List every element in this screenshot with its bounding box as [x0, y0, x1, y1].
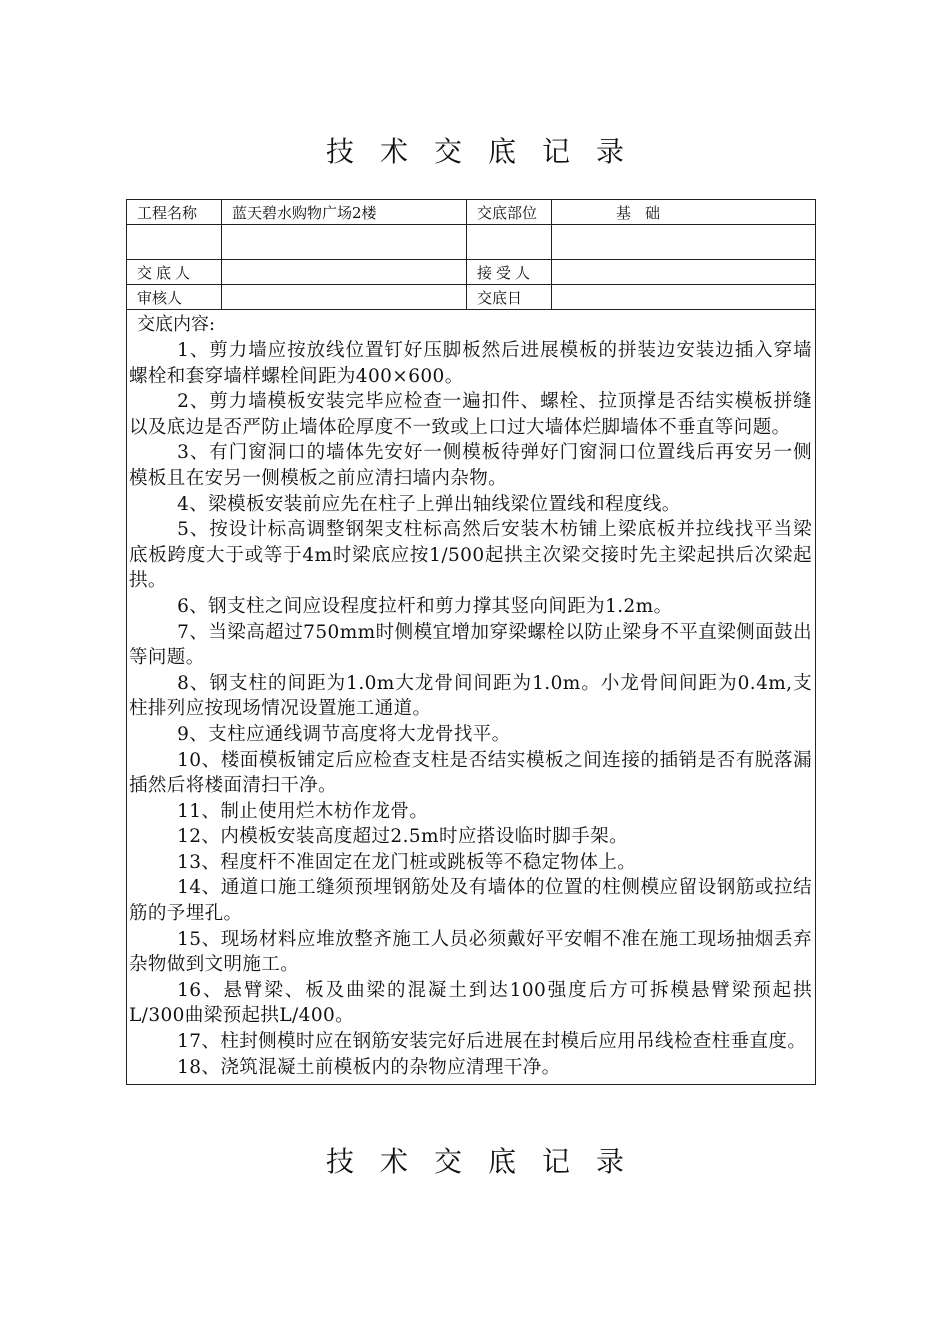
- list-item: 18、浇筑混凝土前模板内的杂物应清理干净。: [177, 1056, 561, 1078]
- receiver-value: [552, 260, 816, 285]
- list-item: 13、程度杆不准固定在龙门桩或跳板等不稳定物体上。: [177, 851, 637, 873]
- list-item: 3、有门窗洞口的墙体先安好一侧模板待弹好门窗洞口位置线后再安另一侧模板且在安另一侧模板之前应清扫墙内杂物。: [129, 442, 812, 489]
- list-item: 12、内模板安装高度超过2.5m时应搭设临时脚手架。: [177, 826, 628, 848]
- receiver-label: 接受人: [467, 260, 552, 285]
- table-row: [127, 260, 816, 285]
- list-item: 1、剪力墙应按放线位置钉好压脚板然后进展模板的拼装边安装边插入穿墙螺栓和套穿墙样螺栓间距为400×600。: [129, 340, 812, 387]
- list-item: 7、当梁高超过750mm时侧模宜增加穿梁螺栓以防止梁身不平直梁侧面鼓出等问题。: [129, 621, 812, 669]
- content-list: [127, 338, 815, 1080]
- content-label: 交底内容:: [137, 314, 216, 335]
- date-value: [552, 285, 816, 310]
- list-item: 15、现场材料应堆放整齐施工人员必须戴好平安帽不准在施工现场抽烟丢弃杂物做到文明施工。: [129, 928, 812, 976]
- reviewer-label: 审核人: [127, 285, 222, 310]
- presenter-value: [222, 260, 467, 285]
- list-item: 2、剪力墙模板安装完毕应检查一遍扣件、螺栓、拉顶撑是否结实模板拼缝以及底边是否严防止墙体砼厚度不一致或上口过大墙体烂脚墙体不垂直等问题。: [129, 391, 812, 438]
- project-name-label: 工程名称: [127, 200, 222, 225]
- list-item: 9、支柱应通线调节高度将大龙骨找平。: [177, 723, 511, 745]
- blank-cell: [127, 225, 222, 260]
- list-item: 17、柱封侧模时应在钢筋安装完好后进展在封模后应用吊线检查柱垂直度。: [177, 1031, 807, 1053]
- list-item: 6、钢支柱之间应设程度拉杆和剪力撑其竖向间距为1.2m。: [177, 595, 673, 617]
- project-name-value: 蓝天碧水购物广场2楼: [222, 200, 467, 225]
- table-row: [127, 200, 816, 225]
- table-row: [127, 225, 816, 260]
- page-title: 技术交底记录: [325, 135, 650, 168]
- list-item: 11、制止使用烂木枋作龙骨。: [177, 800, 429, 822]
- list-item: 10、楼面模板铺定后应检查支柱是否结实模板之间连接的插销是否有脱落漏插然后将楼面清扫干净。: [129, 749, 812, 797]
- reviewer-value: [222, 285, 467, 310]
- list-item: 8、钢支柱的间距为1.0m大龙骨间间距为1.0m。小龙骨间间距为0.4m,支柱排列应按现场情况设置施工通道。: [129, 672, 812, 720]
- next-page-title: 技术交底记录: [325, 1145, 650, 1178]
- list-item: 16、悬臂梁、板及曲梁的混凝土到达100强度后方可拆模悬臂梁预起拱L/300曲梁预起拱L/400。: [129, 979, 812, 1027]
- presenter-label: 交底人: [127, 260, 222, 285]
- list-item: 5、按设计标高调整钢架支柱标高然后安装木枋铺上梁底板并拉线找平当梁底板跨度大于或等于4m时梁底应按1/500起拱主次梁交接时先主梁起拱后次梁起拱。: [129, 519, 812, 592]
- date-label: 交底日: [467, 285, 552, 310]
- record-form-table: [126, 199, 816, 1085]
- blank-cell: [467, 225, 552, 260]
- list-item: 14、通道口施工缝须预埋钢筋处及有墙体的位置的柱侧模应留设钢筋或拉结筋的予埋孔。: [129, 877, 812, 925]
- list-item: 4、梁模板安装前应先在柱子上弹出轴线梁位置线和程度线。: [177, 493, 681, 515]
- content-cell: [127, 310, 816, 1085]
- table-row: [127, 285, 816, 310]
- blank-cell: [552, 225, 816, 260]
- location-label: 交底部位: [467, 200, 552, 225]
- blank-cell: [222, 225, 467, 260]
- location-value: 基础: [552, 200, 816, 225]
- content-row: [127, 310, 816, 1085]
